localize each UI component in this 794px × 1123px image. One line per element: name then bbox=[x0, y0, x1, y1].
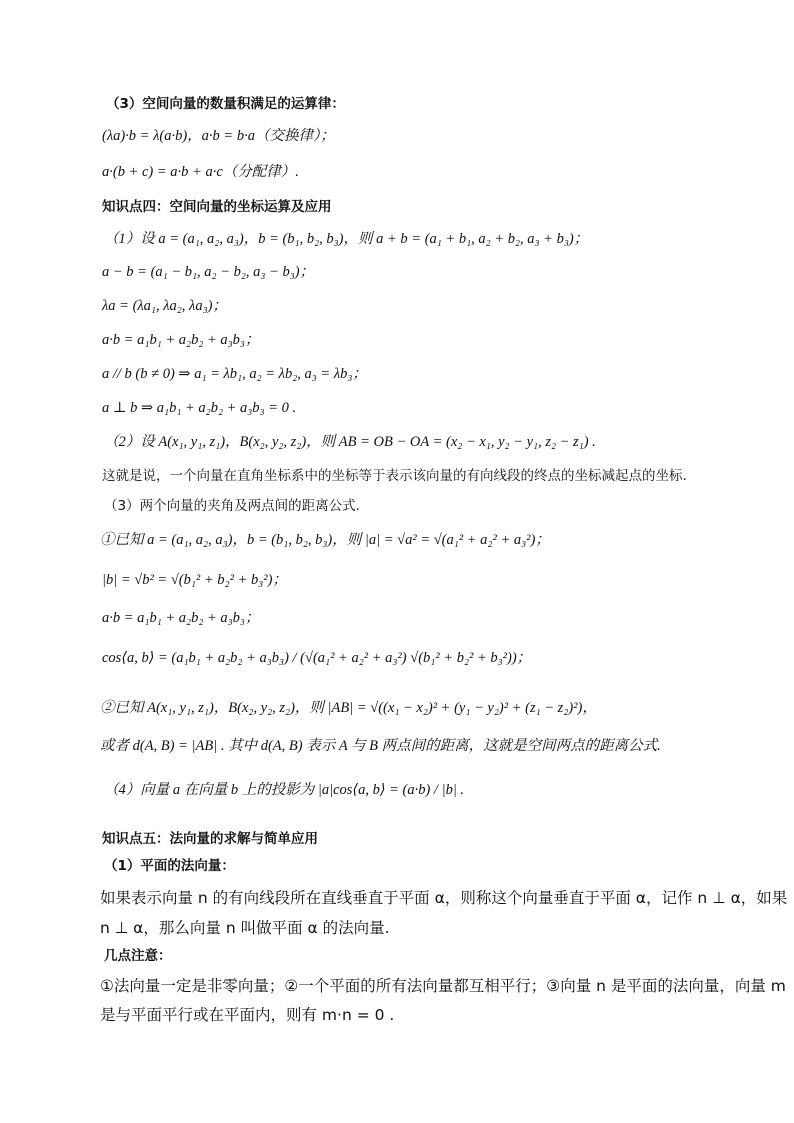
formula-dot-product-repeat: a·b = a₁b₁ + a₂b₂ + a₃b₃； bbox=[102, 610, 260, 626]
notes-line-2: 是与平面平行或在平面内，则有 m·n = 0 . bbox=[100, 1006, 395, 1024]
formula-parallel: a // b (b ≠ 0) ⇒ a₁ = λb₁, a₂ = λb₂, a₃ = λb₃； bbox=[102, 366, 367, 382]
formula-cosine-angle: cos⟨a, b⟩ = (a₁b₁ + a₂b₂ + a₃b₃) / (√(a₁² + a₂² + a₃²) √(b₁² + b₂² + b₃²))； bbox=[102, 650, 532, 666]
formula-associative-commutative: (λa)·b = λ(a·b)，a·b = b·a（交换律）； bbox=[102, 128, 335, 144]
normal-vector-definition-2: n ⊥ α，那么向量 n 叫做平面 α 的法向量. bbox=[100, 919, 390, 937]
formula-scalar-mult: λa = (λa₁, λa₂, λa₃)； bbox=[102, 298, 227, 314]
formula-magnitude-a: ①已知 a = (a₁, a₂, a₃)，b = (b₁, b₂, b₃)，则 |a| = √a² = √(a₁² + a₂² + a₃²)； bbox=[100, 532, 550, 548]
formula-perpendicular: a ⊥ b ⇒ a₁b₁ + a₂b₂ + a₃b₃ = 0 . bbox=[102, 400, 297, 416]
formula-dot-product: a·b = a₁b₁ + a₂b₂ + a₃b₃； bbox=[102, 332, 260, 348]
formula-coord-sum: （1）设 a = (a₁, a₂, a₃)，b = (b₁, b₂, b₃)，则 a + b = (a₁ + b₁, a₂ + b₂, a₃ + b₃)； bbox=[104, 231, 589, 247]
knowledge-point-4-heading: 知识点四：空间向量的坐标运算及应用 bbox=[102, 199, 332, 215]
notes-heading: 几点注意： bbox=[104, 948, 172, 964]
formula-magnitude-b: |b| = √b² = √(b₁² + b₂² + b₃²)； bbox=[102, 572, 287, 588]
knowledge-point-5-heading: 知识点五：法向量的求解与简单应用 bbox=[102, 831, 318, 847]
section-3-angle-distance: （3）两个向量的夹角及两点间的距离公式. bbox=[104, 498, 360, 514]
notes-line-1: ①法向量一定是非零向量；②一个平面的所有法向量都互相平行；③向量 n 是平面的法向量，向量 m bbox=[100, 977, 786, 995]
formula-distance-definition: 或者 d(A, B) = |AB| . 其中 d(A, B) 表示 A 与 B 两点间的距离，这就是空间两点的距离公式. bbox=[100, 738, 661, 754]
formula-distance-points: ②已知 A(x₁, y₁, z₁)，B(x₂, y₂, z₂)，则 |AB| = √((x₁ − x₂)² + (y₁ − y₂)² + (z₁ − z₂)²)， bbox=[100, 700, 597, 716]
normal-vector-definition-1: 如果表示向量 n 的有向线段所在直线垂直于平面 α，则称这个向量垂直于平面 α，记作 n ⊥ α，如果 bbox=[100, 889, 788, 907]
formula-coord-diff: a − b = (a₁ − b₁, a₂ − b₂, a₃ − b₃)； bbox=[102, 264, 315, 280]
paragraph-coordinate-meaning: 这就是说，一个向量在直角坐标系中的坐标等于表示该向量的有向线段的终点的坐标减起点的坐标. bbox=[102, 468, 687, 484]
normal-vector-subheading: （1）平面的法向量： bbox=[104, 858, 235, 874]
formula-vector-from-points: （2）设 A(x₁, y₁, z₁)，B(x₂, y₂, z₂)，则 AB = OB − OA = (x₂ − x₁, y₂ − y₁, z₂ − z₁) . bbox=[104, 434, 596, 450]
formula-projection: （4）向量 a 在向量 b 上的投影为 |a|cos⟨a, b⟩ = (a·b) / |b| . bbox=[104, 782, 465, 798]
formula-distributive: a·(b + c) = a·b + a·c（分配律）. bbox=[102, 164, 299, 180]
section-3-heading: （3）空间向量的数量积满足的运算律： bbox=[106, 96, 345, 112]
